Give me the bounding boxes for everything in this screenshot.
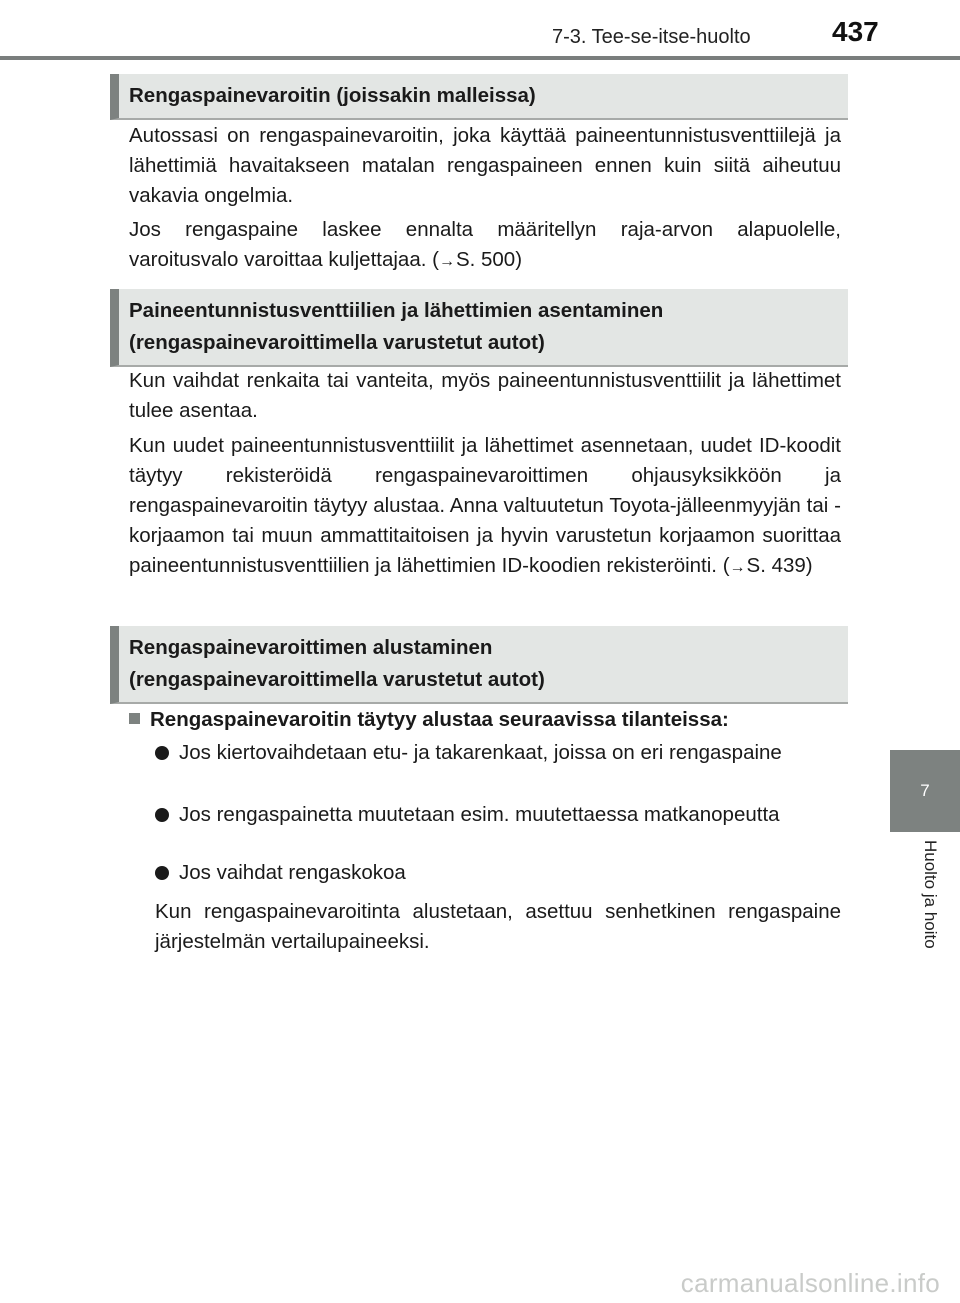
list-item bbox=[155, 738, 841, 768]
header-rule bbox=[0, 56, 960, 60]
list-item-text: Jos rengaspainetta muutetaan esim. muutettaessa matkanopeutta bbox=[179, 803, 780, 826]
bullet-dot-icon bbox=[155, 746, 169, 760]
subheading-text: Rengaspainevaroitin täytyy alustaa seuraavissa tilanteissa: bbox=[150, 708, 729, 731]
paragraph bbox=[129, 215, 841, 277]
paragraph-text: Kun rengaspainevaroitinta alustetaan, asettuu senhetkinen rengaspaine järjestelmän vertailupaineeksi. bbox=[155, 900, 841, 953]
watermark: carmanualsonline.info bbox=[680, 1268, 940, 1298]
paragraph bbox=[155, 897, 841, 957]
page-reference: S. 500) bbox=[455, 248, 523, 271]
section-heading-valve-installation bbox=[110, 289, 848, 367]
chapter-tab bbox=[890, 750, 960, 832]
bullet-dot-icon bbox=[155, 808, 169, 822]
section-heading-line: (rengaspainevaroittimella varustetut autot) bbox=[129, 331, 545, 354]
list-item bbox=[155, 858, 841, 888]
section-heading-tire-pressure-warning bbox=[110, 74, 848, 120]
page-reference: S. 439) bbox=[746, 554, 813, 577]
paragraph bbox=[129, 431, 841, 583]
section-heading-text: Rengaspainevaroitin (joissakin malleissa) bbox=[129, 84, 536, 107]
paragraph bbox=[129, 121, 841, 211]
square-bullet-icon bbox=[129, 713, 140, 724]
list-item bbox=[155, 800, 841, 830]
page-number: 437 bbox=[832, 16, 879, 47]
chapter-number: 7 bbox=[920, 781, 930, 800]
chapter-label: Huolto ja hoito bbox=[921, 840, 940, 949]
reference-arrow-icon: → bbox=[729, 559, 746, 576]
bullet-dot-icon bbox=[155, 866, 169, 880]
section-heading-line: (rengaspainevaroittimella varustetut autot) bbox=[129, 668, 545, 691]
section-heading-initialization bbox=[110, 626, 848, 704]
section-heading-line: Paineentunnistusventtiilien ja lähettimien asentaminen bbox=[129, 299, 664, 322]
paragraph bbox=[129, 366, 841, 426]
paragraph-text: Autossasi on rengaspainevaroitin, joka käyttää paineentunnistusventtiilejä ja lähettimiä havaitakseen matalan rengaspaineen ennen kuin siitä aiheutuu vakavia ongelmia. bbox=[129, 124, 841, 207]
paragraph-text: Jos rengaspaine laskee ennalta määritellyn raja-arvon alapuolelle, varoitusvalo varoittaa kuljettajaa. ( bbox=[129, 218, 841, 271]
section-title: 7-3. Tee-se-itse-huolto bbox=[552, 26, 751, 48]
list-item-text: Jos vaihdat rengaskokoa bbox=[179, 861, 406, 884]
paragraph-text: Kun uudet paineentunnistusventtiilit ja lähettimet asennetaan, uudet ID-koodit täytyy rekisteröidä rengaspainevaroittimen ohjausyksikköön ja rengaspainevaroitin täytyy alustaa. Anna valtuutetun Toyota-jälleenmyyjän tai -korjaamon tai muun ammattitaitoisen ja hyvin varustetun korjaamon suorittaa paineentunnistusventtiilien ja lähettimien ID-koodien rekisteröinti. ( bbox=[129, 434, 841, 577]
list-item-text: Jos kiertovaihdetaan etu- ja takarenkaat, joissa on eri rengaspaine bbox=[179, 741, 782, 764]
reference-arrow-icon: → bbox=[438, 253, 455, 270]
section-heading-line: Rengaspainevaroittimen alustaminen bbox=[129, 636, 493, 659]
paragraph-text: Kun vaihdat renkaita tai vanteita, myös paineentunnistusventtiilit ja lähettimet tulee asentaa. bbox=[129, 369, 841, 422]
subheading bbox=[129, 705, 849, 735]
